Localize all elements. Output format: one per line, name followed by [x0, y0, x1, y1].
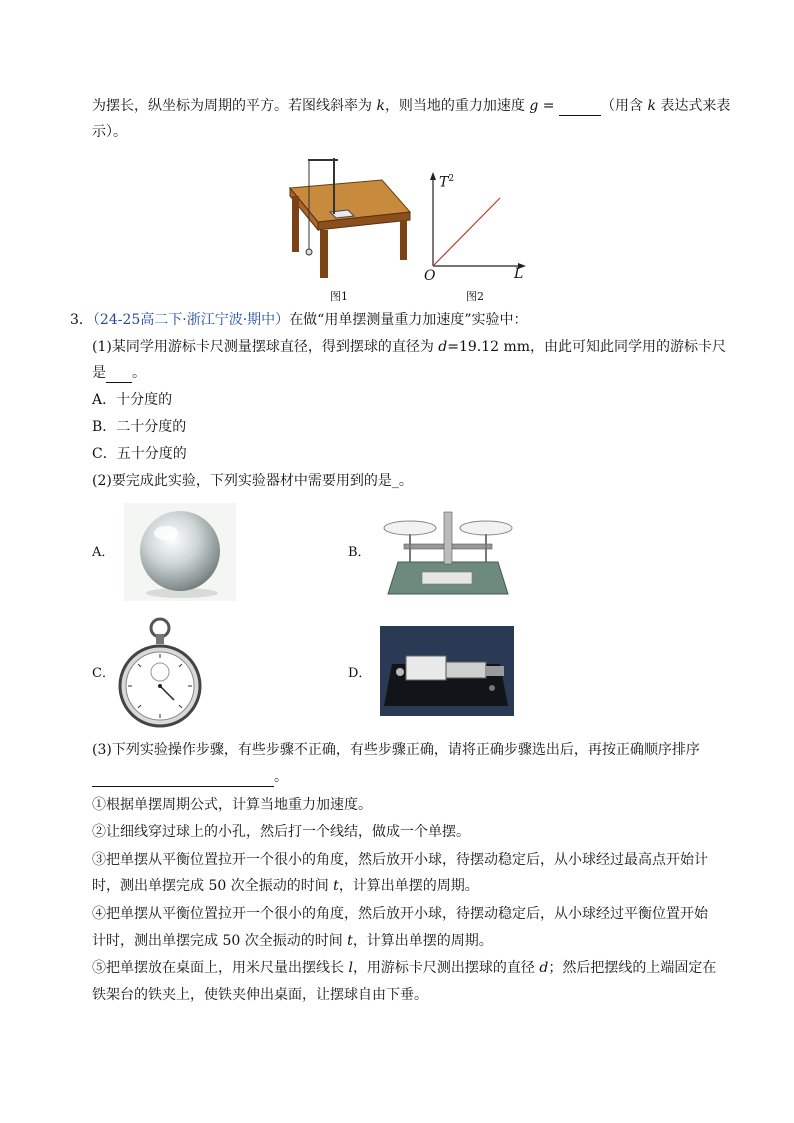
- var-t: t: [333, 878, 339, 894]
- equals: =: [538, 98, 559, 114]
- option-a-label: A．: [92, 545, 115, 560]
- part-1-option-a: A．十分度的: [92, 392, 173, 408]
- var-l: l: [348, 960, 353, 976]
- option-c-label: C．: [92, 666, 115, 681]
- graph-origin-label: O: [424, 268, 436, 284]
- answer-blank[interactable]: [106, 367, 132, 383]
- step-number: ①: [92, 797, 106, 813]
- step-number: ②: [92, 824, 106, 840]
- part-1-text: (1)某同学用游标卡尺测量摆球直径，得到摆球的直径为: [92, 339, 439, 355]
- spark-timer-image: [380, 626, 514, 716]
- step-2: [92, 822, 470, 842]
- graph-y-label: $T^2$: [439, 174, 455, 191]
- part-3-stem: (3)下列实验操作步骤，有些步骤不正确，有些步骤正确，请将正确步骤选出后，再按正确顺序排序: [92, 742, 700, 758]
- intro-text: 表达式来表: [655, 98, 731, 114]
- var-g: g: [529, 98, 539, 114]
- step-text: 把单摆从平衡位置拉开一个很小的角度，然后放开小球，待摆动稳定后，从小球经过最高点开始计: [106, 852, 708, 868]
- question-number: 3．: [70, 312, 93, 328]
- var-t: t: [347, 933, 353, 949]
- answer-blank[interactable]: [559, 100, 601, 116]
- part-1-option-c: C．五十分度的: [92, 446, 187, 462]
- part-1-text: 是: [92, 365, 106, 381]
- answer-blank[interactable]: [92, 771, 274, 787]
- intro-text: 示）。: [92, 124, 127, 140]
- stopwatch-image: [116, 616, 202, 728]
- step-5: [92, 958, 716, 978]
- step-number: ③: [92, 852, 106, 868]
- step-4: [92, 904, 708, 924]
- part-1-option-b: B．二十分度的: [92, 419, 187, 435]
- step-text: 计时，测出单摆完成 50 次全振动的时间: [92, 933, 348, 949]
- var-d: d: [438, 339, 448, 355]
- graph-x-label: L: [514, 266, 524, 282]
- step-number: ④: [92, 906, 106, 922]
- question-stem: 在做“用单摆测量重力加速度”实验中：: [289, 312, 528, 328]
- part-3-answer-line: [92, 767, 288, 787]
- balance-scale-image: [380, 498, 516, 602]
- step-text: 时，测出单摆完成 50 次全振动的时间: [92, 878, 334, 894]
- step-text: 把单摆从平衡位置拉开一个很小的角度，然后放开小球，待摆动稳定后，从小球经过平衡位置开始: [106, 906, 708, 922]
- step-text: ，用游标卡尺测出摆球的直径: [352, 960, 540, 976]
- step-3: [92, 850, 708, 870]
- question-3-header: [70, 310, 528, 330]
- option-b-label: B．: [348, 545, 371, 560]
- part-2-stem: (2)要完成此实验，下列实验器材中需要用到的是_。: [92, 473, 413, 489]
- step-1: [92, 795, 372, 815]
- part-1-line-1: [92, 337, 726, 357]
- part-3-end: 。: [274, 769, 288, 785]
- figure-1-caption: 图1: [330, 290, 348, 303]
- part-1-text: =19.12 mm，由此可知此同学用的游标卡尺: [447, 339, 727, 355]
- intro-line-1: [92, 96, 730, 116]
- step-number: ⑤: [92, 960, 106, 976]
- figure-2-caption: 图2: [466, 290, 484, 303]
- step-text: ；然后把摆线的上端固定在: [548, 960, 717, 976]
- intro-line-2: [92, 122, 127, 142]
- intro-text: （用含: [601, 98, 648, 114]
- step-4-cont: [92, 931, 493, 951]
- var-k: k: [647, 98, 656, 114]
- glass-ball-image: [124, 503, 236, 601]
- part-1-text: 。: [132, 365, 146, 381]
- step-text: ，计算出单摆的周期。: [352, 933, 493, 949]
- part-1-line-2: [92, 363, 146, 383]
- question-source: （24-25高二下·浙江宁波·期中）: [92, 312, 290, 328]
- step-text: 根据单摆周期公式，计算当地重力加速度。: [106, 797, 372, 813]
- intro-text: 为摆长，纵坐标为周期的平方。若图线斜率为: [92, 98, 377, 114]
- step-5-cont: [92, 985, 428, 1005]
- intro-text: ，则当地的重力加速度: [384, 98, 530, 114]
- var-k: k: [376, 98, 385, 114]
- step-text: 把单摆放在桌面上，用米尺量出摆线长: [106, 960, 349, 976]
- figure-1-pendulum-table: [282, 150, 414, 285]
- step-3-cont: [92, 876, 479, 896]
- var-d: d: [539, 960, 549, 976]
- step-text: ，计算出单摆的周期。: [338, 878, 479, 894]
- step-text: 让细线穿过球上的小孔，然后打一个线结，做成一个单摆。: [106, 824, 470, 840]
- option-d-label: D．: [348, 666, 372, 681]
- step-text: 铁架台的铁夹上，使铁夹伸出桌面，让摆球自由下垂。: [92, 987, 428, 1003]
